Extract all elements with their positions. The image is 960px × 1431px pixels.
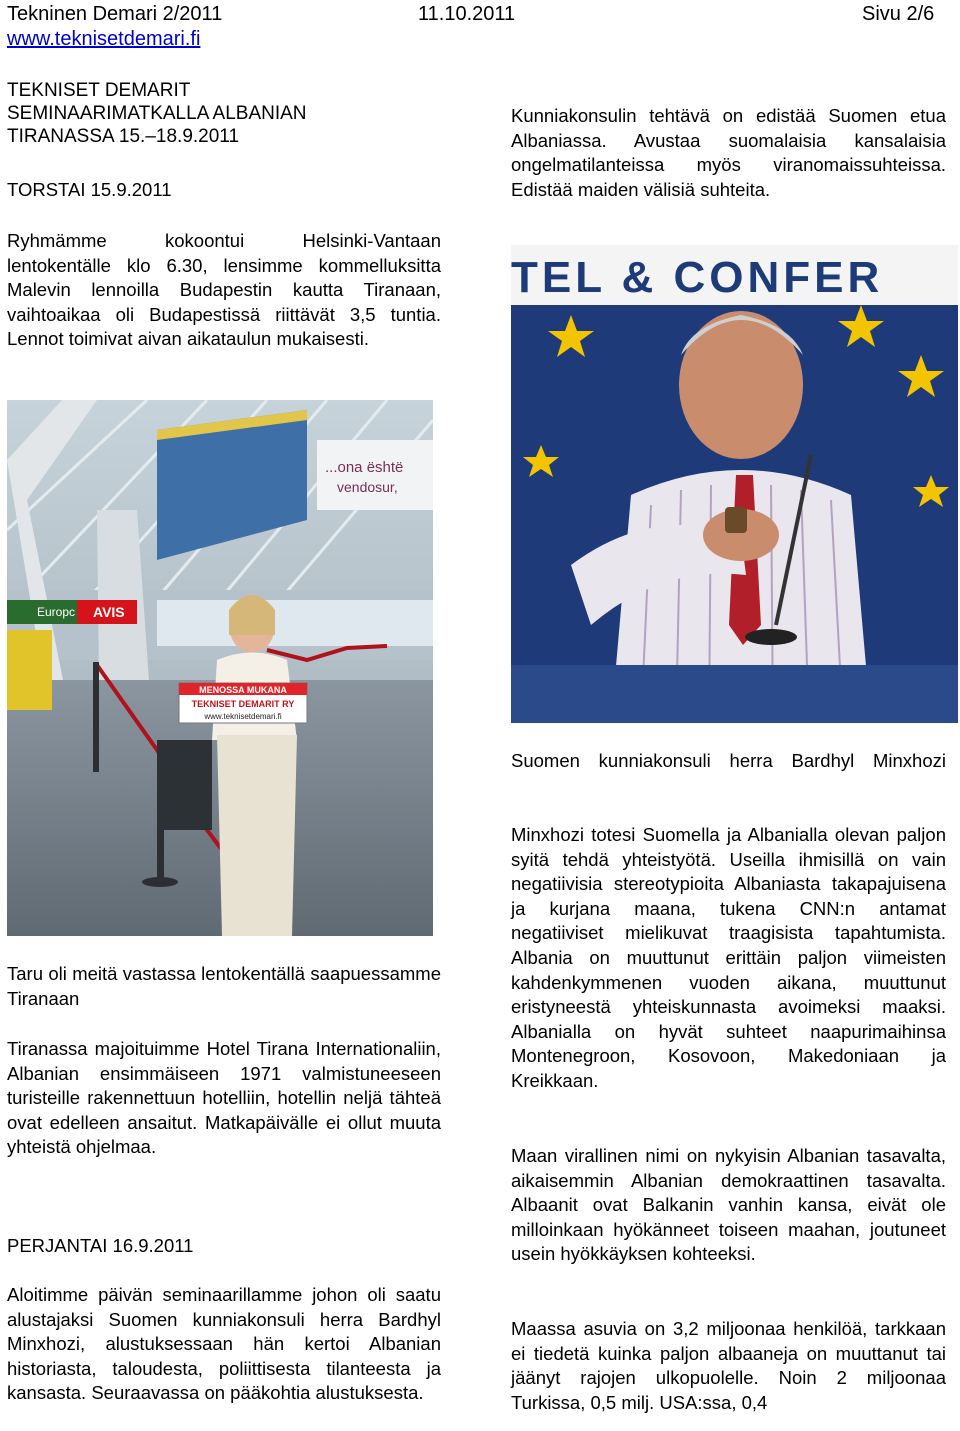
photo2-caption: Suomen kunniakonsuli herra Bardhyl Minxhozi: [511, 750, 946, 771]
publication-title: Tekninen Demari 2/2011: [7, 3, 223, 25]
page-number: Sivu 2/6: [862, 3, 935, 25]
article-title-line-1: TEKNISET DEMARIT: [7, 80, 191, 101]
country-name-paragraph: Maan virallinen nimi on nykyisin Albanian tasavalta, aikaisemmin Albanian demokraattinen tasavalta. Albaanit ovat Balkanin vanhin kansa, eivät ole milloinkaan hyökänneet toiseen maahan, joutuneet usein hyökkäyksen kohteeksi.: [511, 1145, 946, 1265]
consul-photo-image: [511, 245, 958, 723]
article-title: [7, 79, 441, 148]
sign-line-1: MENOSSA MUKANA: [199, 685, 287, 695]
europcar-sign: Europc: [37, 605, 76, 619]
banner-text: TEL & CONFER: [511, 253, 884, 302]
ad-text: ...ona është: [325, 459, 404, 476]
article-title-line-2: SEMINAARIMATKALLA ALBANIAN: [7, 103, 307, 124]
avis-sign: AVIS: [93, 604, 125, 620]
airport-photo: [7, 400, 433, 936]
airport-photo-image: [7, 400, 433, 936]
day2-heading: PERJANTAI 16.9.2011: [7, 1235, 194, 1256]
ad-text-2: vendosur,: [337, 479, 398, 495]
hotel-paragraph: Tiranassa majoituimme Hotel Tirana Internationaliin, Albanian ensimmäiseen 1971 valmistuneeseen turisteille rakennettuun hotelliin, hotellin neljä tähteä ovat edelleen ansaitut. Matkapäivälle ei ollut muuta yhteistä ohjelmaa.: [7, 1038, 441, 1158]
sign-line-2: TEKNISET DEMARIT RY: [191, 699, 295, 709]
day1-heading: TORSTAI 15.9.2011: [7, 179, 172, 200]
day1-paragraph: Ryhmämme kokoontui Helsinki-Vantaan lentokentälle klo 6.30, lensimme kommelluksitta Malevin lennoilla Budapestin kautta Tiranaan, vaihtoaikaa oli Budapestissä riittävät 3,5 tuntia. Lennot toimivat aivan aikataulun mukaisesti.: [7, 230, 441, 350]
issue-date: 11.10.2011: [418, 3, 516, 25]
population-paragraph: Maassa asuvia on 3,2 miljoonaa henkilöä, tarkkaan ei tiedetä kuinka paljon albaaneja on muuttanut tai jäänyt rajojen ulkopuolelle. Noin 2 miljoonaa Turkissa, 0,5 milj. USA:ssa, 0,4: [511, 1318, 946, 1413]
sign-line-3: www.teknisetdemari.fi: [204, 712, 282, 721]
photo1-caption: Taru oli meitä vastassa lentokentällä saapuessamme Tiranaan: [7, 963, 441, 1009]
consul-role-paragraph: Kunniakonsulin tehtävä on edistää Suomen etua Albaniassa. Avustaa suomalaisia kansalaisia ongelmatilanteissa myös viranomaissuhteissa. Edistää maiden välisiä suhteita.: [511, 105, 946, 200]
article-title-line-3: TIRANASSA 15.–18.9.2011: [7, 126, 240, 147]
consul-photo: [511, 245, 958, 723]
cooperation-paragraph: Minxhozi totesi Suomella ja Albanialla olevan paljon syitä tehdä yhteistyötä. Useilla ihmisillä on vain negatiivisia stereotypioita Albaniasta takapajuisena ja kurjana maana, tukena CNN:n antamat negatiiviset mielikuvat traagisista tapahtumista. Albania on muuttunut erittäin paljon viimeisten kahdenkymmenen vuoden aikana, muuttunut eristyneestä yhteiskunnasta avoimeksi maaksi. Albanialla on hyvät suhteet naapurimaihinsa Montenegroon, Kosovoon, Makedoniaan ja Kreikkaan.: [511, 824, 946, 1091]
website-link[interactable]: www.teknisetdemari.fi: [7, 28, 201, 50]
day2-paragraph: Aloitimme päivän seminaarillamme johon oli saatu alustajaksi Suomen kunniakonsuli herra Bardhyl Minxhozi, alustuksessaan hän kertoi Albanian historiasta, taloudesta, poliittisesta tilanteesta ja kansasta. Seuraavassa on pääkohtia alustuksesta.: [7, 1284, 441, 1404]
